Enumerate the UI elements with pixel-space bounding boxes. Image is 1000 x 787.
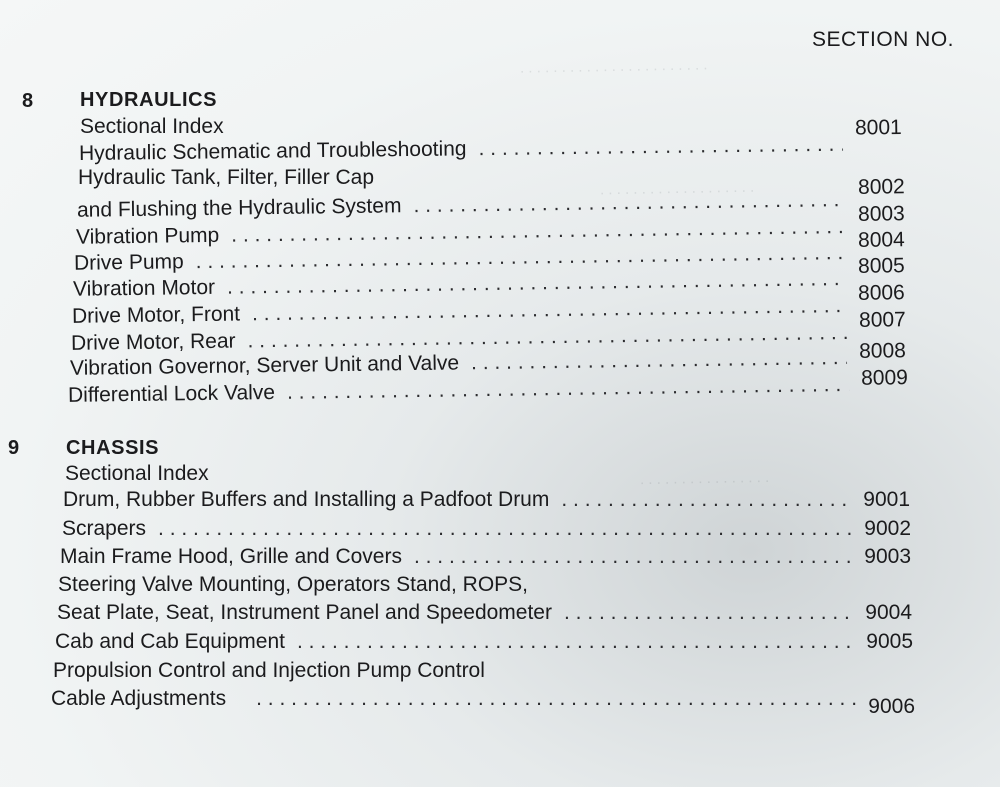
toc-entry (57, 601, 912, 627)
entry-title: Differential Lock Valve (67, 380, 276, 407)
entry-title: Cab and Cab Equipment (55, 630, 285, 653)
entry-title: and Flushing the Hydraulic System (76, 194, 402, 222)
bleed-through-text: . . . . . . . . . . . . . . . . (639, 468, 770, 489)
section-code: 9005 (866, 630, 913, 653)
entry-title: Propulsion Control and Injection Pump Control (53, 659, 485, 682)
dot-leader (471, 346, 847, 375)
section-code: 8007 (858, 308, 906, 332)
bleed-through-text: . . . . . . . . . . . . . . . . . . . (599, 178, 755, 199)
section-no-header: SECTION NO. (812, 28, 955, 51)
entry-title: Steering Valve Mounting, Operators Stand, ROPS, (58, 573, 529, 596)
section-number: 8 (22, 90, 34, 112)
section-code: 9003 (864, 545, 911, 568)
entry-title: Scrapers (62, 517, 147, 540)
toc-entry (55, 630, 913, 656)
entry-title: Hydraulic Schematic and Troubleshooting (78, 137, 467, 166)
entry-title: Vibration Pump (75, 223, 220, 249)
entry-title: Drive Motor, Front (71, 302, 241, 328)
toc-entry (58, 573, 908, 599)
section-code: 8005 (857, 254, 905, 278)
section-code: 8006 (857, 281, 905, 305)
section-code: 9001 (863, 488, 910, 511)
toc-entry (63, 488, 910, 514)
dot-leader (561, 488, 851, 512)
entry-title: Cable Adjustments (51, 687, 227, 710)
toc-entry (60, 545, 911, 571)
dot-leader (297, 630, 854, 654)
entry-title: Seat Plate, Seat, Instrument Panel and Speedometer (57, 601, 552, 624)
entry-title: Vibration Governor, Server Unit and Valve (69, 351, 460, 380)
entry-title: Vibration Motor (72, 275, 216, 301)
toc-entry (53, 659, 908, 685)
entry-title: Drive Motor, Rear (70, 329, 236, 355)
entry-title: Drive Pump (73, 250, 184, 275)
dot-leader (158, 517, 852, 541)
section-code: 9004 (865, 601, 912, 624)
section-code: 8003 (857, 202, 905, 226)
dot-leader (413, 188, 846, 218)
toc-entry (65, 462, 905, 488)
entry-title: Main Frame Hood, Grille and Covers (60, 545, 402, 568)
dot-leader (414, 545, 852, 569)
toc-entry (62, 517, 911, 543)
section-code: 8004 (857, 228, 905, 252)
dot-leader (478, 133, 843, 161)
entry-title: Sectional Index (65, 462, 209, 485)
section-code: 8008 (858, 339, 907, 363)
section-code: 8002 (857, 175, 905, 199)
section-title: CHASSIS (66, 437, 160, 459)
entry-title: Hydraulic Tank, Filter, Filler Cap (78, 166, 375, 189)
toc-entry (51, 687, 915, 718)
dot-leader (256, 687, 856, 711)
section-code: 9006 (868, 695, 915, 718)
section-title: HYDRAULICS (80, 89, 218, 111)
entry-title: Drum, Rubber Buffers and Installing a Padfoot Drum (63, 488, 550, 511)
dot-leader (564, 601, 853, 625)
section-code: 9002 (864, 517, 911, 540)
section-number: 9 (8, 437, 20, 459)
entry-title: Sectional Index (80, 115, 224, 138)
bleed-through-text: . . . . . . . . . . . . . . . . . . . . . . . (519, 56, 708, 77)
section-code: 8001 (854, 115, 902, 140)
section-code: 8009 (860, 366, 909, 390)
